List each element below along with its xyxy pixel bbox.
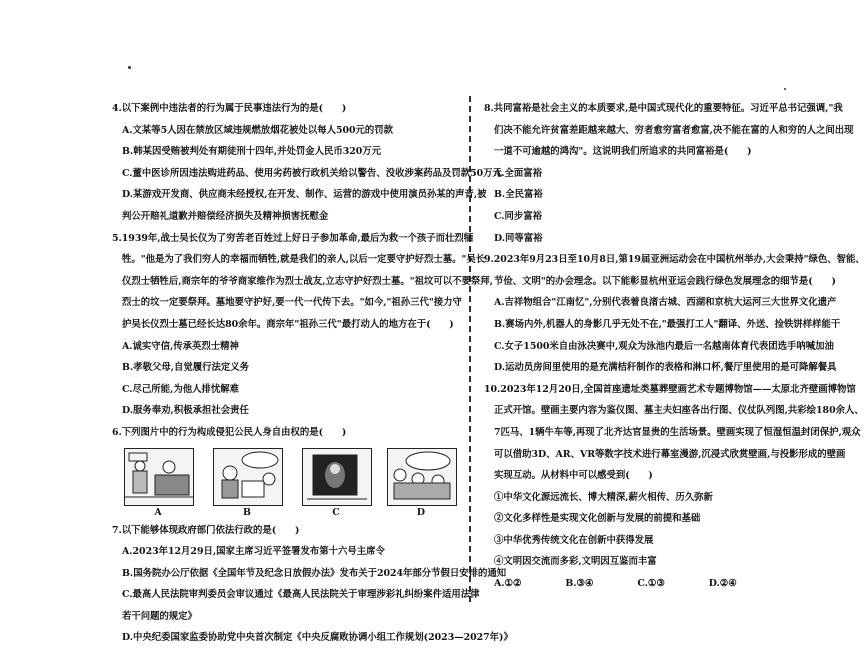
- q6-label-d: D: [387, 506, 455, 520]
- q10-option-c: C.①③: [637, 573, 664, 595]
- q6-label-a: A: [124, 506, 192, 520]
- q10-item-2: ②文化多样性是实现文化创新与发展的前提和基础: [484, 508, 820, 530]
- q9-stem-line2: 节俭、文明"的办会理念。以下能彰显杭州亚运会践行绿色发展理念的细节是( ): [484, 271, 820, 293]
- q10-option-d: D.②④: [709, 573, 737, 595]
- q6-picture-c: [302, 448, 372, 506]
- left-column: [112, 98, 457, 649]
- q7-option-b: B.国务院办公厅依据《全国年节及纪念日放假办法》发布关于2024年部分节假日安排的通知: [112, 563, 457, 585]
- question-9: [484, 249, 820, 379]
- q8-option-d: D.同等富裕: [484, 228, 820, 250]
- q10-item-3: ③中华优秀传统文化在创新中获得发展: [484, 530, 820, 552]
- q5-stem-line3: 仪烈士牺牲后,商宗年的爷爷商家维作为烈士战友,立志守护好烈士墓。"祖坟可以不要祭拜,: [112, 271, 457, 293]
- q4-option-a: A.文某等5人因在禁放区域违规燃放烟花被处以每人500元的罚款: [112, 120, 457, 142]
- q10-item-4: ④文明因交流而多彩,文明因互鉴而丰富: [484, 551, 820, 573]
- q10-option-b: B.③④: [565, 573, 593, 595]
- question-4: [112, 98, 457, 228]
- q4-option-d-cont: 判公开赔礼道歉并赔偿经济损失及精神损害抚慰金: [112, 206, 457, 228]
- q5-option-a: A.诚实守信,传承英烈士精神: [112, 336, 457, 358]
- q4-stem: 4.以下案例中违法者的行为属于民事违法行为的是( ): [112, 98, 457, 120]
- q6-picture-b: [213, 448, 283, 506]
- question-10: [484, 379, 820, 595]
- q6-stem: 6.下列图片中的行为构成侵犯公民人身自由权的是( ): [112, 422, 457, 444]
- q10-stem-line5: 实现互动。从材料中可以感受到( ): [484, 465, 820, 487]
- q10-stem-line3: 7匹马、1辆牛车等,再现了北齐达官显贵的生活场景。壁画实现了恒湿恒温封闭保护,观众: [484, 422, 820, 444]
- q5-stem-line4: 烈士的坟一定要祭拜。墓地要守护好,要一代一代传下去。"如今,"祖孙三代"接力守: [112, 292, 457, 314]
- cartoon-office-illustration: [214, 449, 282, 505]
- q9-option-d: D.运动员房间里使用的是充满桔秆制作的表格和淋口杯,餐厅里使用的是可降解餐具: [484, 357, 820, 379]
- q4-option-c: C.董中医诊所因违法购进药品、使用劣药被行政机关给以警告、没收涉案药品及罚款50万元: [112, 163, 457, 185]
- q6-pictures: [112, 446, 457, 520]
- q10-options: [484, 573, 820, 595]
- q8-stem-line1: 8.共同富裕是社会主义的本质要求,是中国式现代化的重要特征。习近平总书记强调,"我: [484, 98, 820, 120]
- q9-option-a: A.吉祥物组合"江南忆",分别代表着良渚古城、西湖和京杭大运河三大世界文化遗产: [484, 292, 820, 314]
- question-8: [484, 98, 820, 249]
- q10-option-a: A.①②: [494, 573, 521, 595]
- scan-speck: [784, 88, 786, 90]
- q10-item-1: ①中华文化源远流长、博大精深,薪火相传、历久弥新: [484, 487, 820, 509]
- q6-label-c: C: [302, 506, 370, 520]
- q10-stem-line1: 10.2023年12月20日,全国首座遗址类墓葬壁画艺术专题博物馆——太原北齐壁画博物馆: [484, 379, 820, 401]
- cartoon-crowd-illustration: [388, 449, 456, 505]
- q8-stem-line3: 一道不可逾越的鸿沟"。这说明我们所追求的共同富裕是( ): [484, 141, 820, 163]
- q5-stem-line1: 5.1939年,战士吴长仪为了穷苦老百姓过上好日子参加革命,最后为救一个孩子而壮烈牺: [112, 228, 457, 250]
- q8-stem-line2: 们决不能允许贫富差距越来越大、穷者愈穷富者愈富,决不能在富的人和穷的人之间出现: [484, 120, 820, 142]
- q10-stem-line2: 正式开馆。壁画主要内容为鉴仪图、墓主夫妇座各出行图、仪仗队列图,共彩绘180余人、: [484, 400, 820, 422]
- q5-option-d: D.服务奉劝,积极承担社会责任: [112, 400, 457, 422]
- q8-option-a: A.全面富裕: [484, 163, 820, 185]
- q4-option-d: D.某游戏开发商、供应商未经授权,在开发、制作、运营的游戏中使用演员孙某的声音,被: [112, 184, 457, 206]
- q8-option-c: C.同步富裕: [484, 206, 820, 228]
- q7-stem: 7.以下能够体现政府部门依法行政的是( ): [112, 520, 457, 542]
- q5-option-c: C.尽己所能,为他人排忧解难: [112, 379, 457, 401]
- q9-stem-line1: 9.2023年9月23日至10月8日,第19届亚洲运动会在中国杭州举办,大会秉持"绿色、智能、: [484, 249, 820, 271]
- cartoon-shop-illustration: [125, 449, 193, 505]
- question-6: [112, 422, 457, 520]
- q5-stem-line2: 牲。"他是为了我们穷人的幸福而牺牲,就是我们的亲人,以后一定要守护好烈士墓。"吴长: [112, 249, 457, 271]
- scan-speck: [128, 66, 131, 69]
- question-7: [112, 520, 457, 649]
- q7-option-c: C.最高人民法院审判委员会审议通过《最高人民法院关于审理涉彩礼纠纷案件适用法律: [112, 584, 457, 606]
- q6-label-b: B: [213, 506, 281, 520]
- question-5: [112, 228, 457, 422]
- q7-option-a: A.2023年12月29日,国家主席习近平签署发布第十六号主席令: [112, 541, 457, 563]
- q7-option-d: D.中央纪委国家监委协助党中央首次制定《中央反腐败协调小组工作规划(2023—2027年)》: [112, 627, 457, 649]
- right-column: [484, 98, 820, 595]
- q5-stem-line5: 护吴长仪烈士墓已经长达80余年。商宗年"祖孙三代"最打动人的地方在于( ): [112, 314, 457, 336]
- q8-option-b: B.全民富裕: [484, 184, 820, 206]
- q5-option-b: B.孝敬父母,自觉履行法定义务: [112, 357, 457, 379]
- q9-option-b: B.赛场内外,机器人的身影几乎无处不在,"最强打工人"翻译、外送、捡铁饼样样能干: [484, 314, 820, 336]
- q4-option-b: B.韩某因受贿被判处有期徒刑十四年,并处罚金人民币320万元: [112, 141, 457, 163]
- q9-option-c: C.女子1500米自由泳决赛中,观众为泳池内最后一名越南体育代表团选手呐喊加油: [484, 336, 820, 358]
- q6-picture-a: [124, 448, 194, 506]
- cartoon-book-illustration: [303, 449, 371, 505]
- q10-stem-line4: 可以借助3D、AR、VR等数字技术进行幕室漫游,沉浸式欣赏壁画,与投影形成的壁画: [484, 444, 820, 466]
- q7-option-c-cont: 若干问题的规定》: [112, 606, 457, 628]
- q6-picture-d: [387, 448, 457, 506]
